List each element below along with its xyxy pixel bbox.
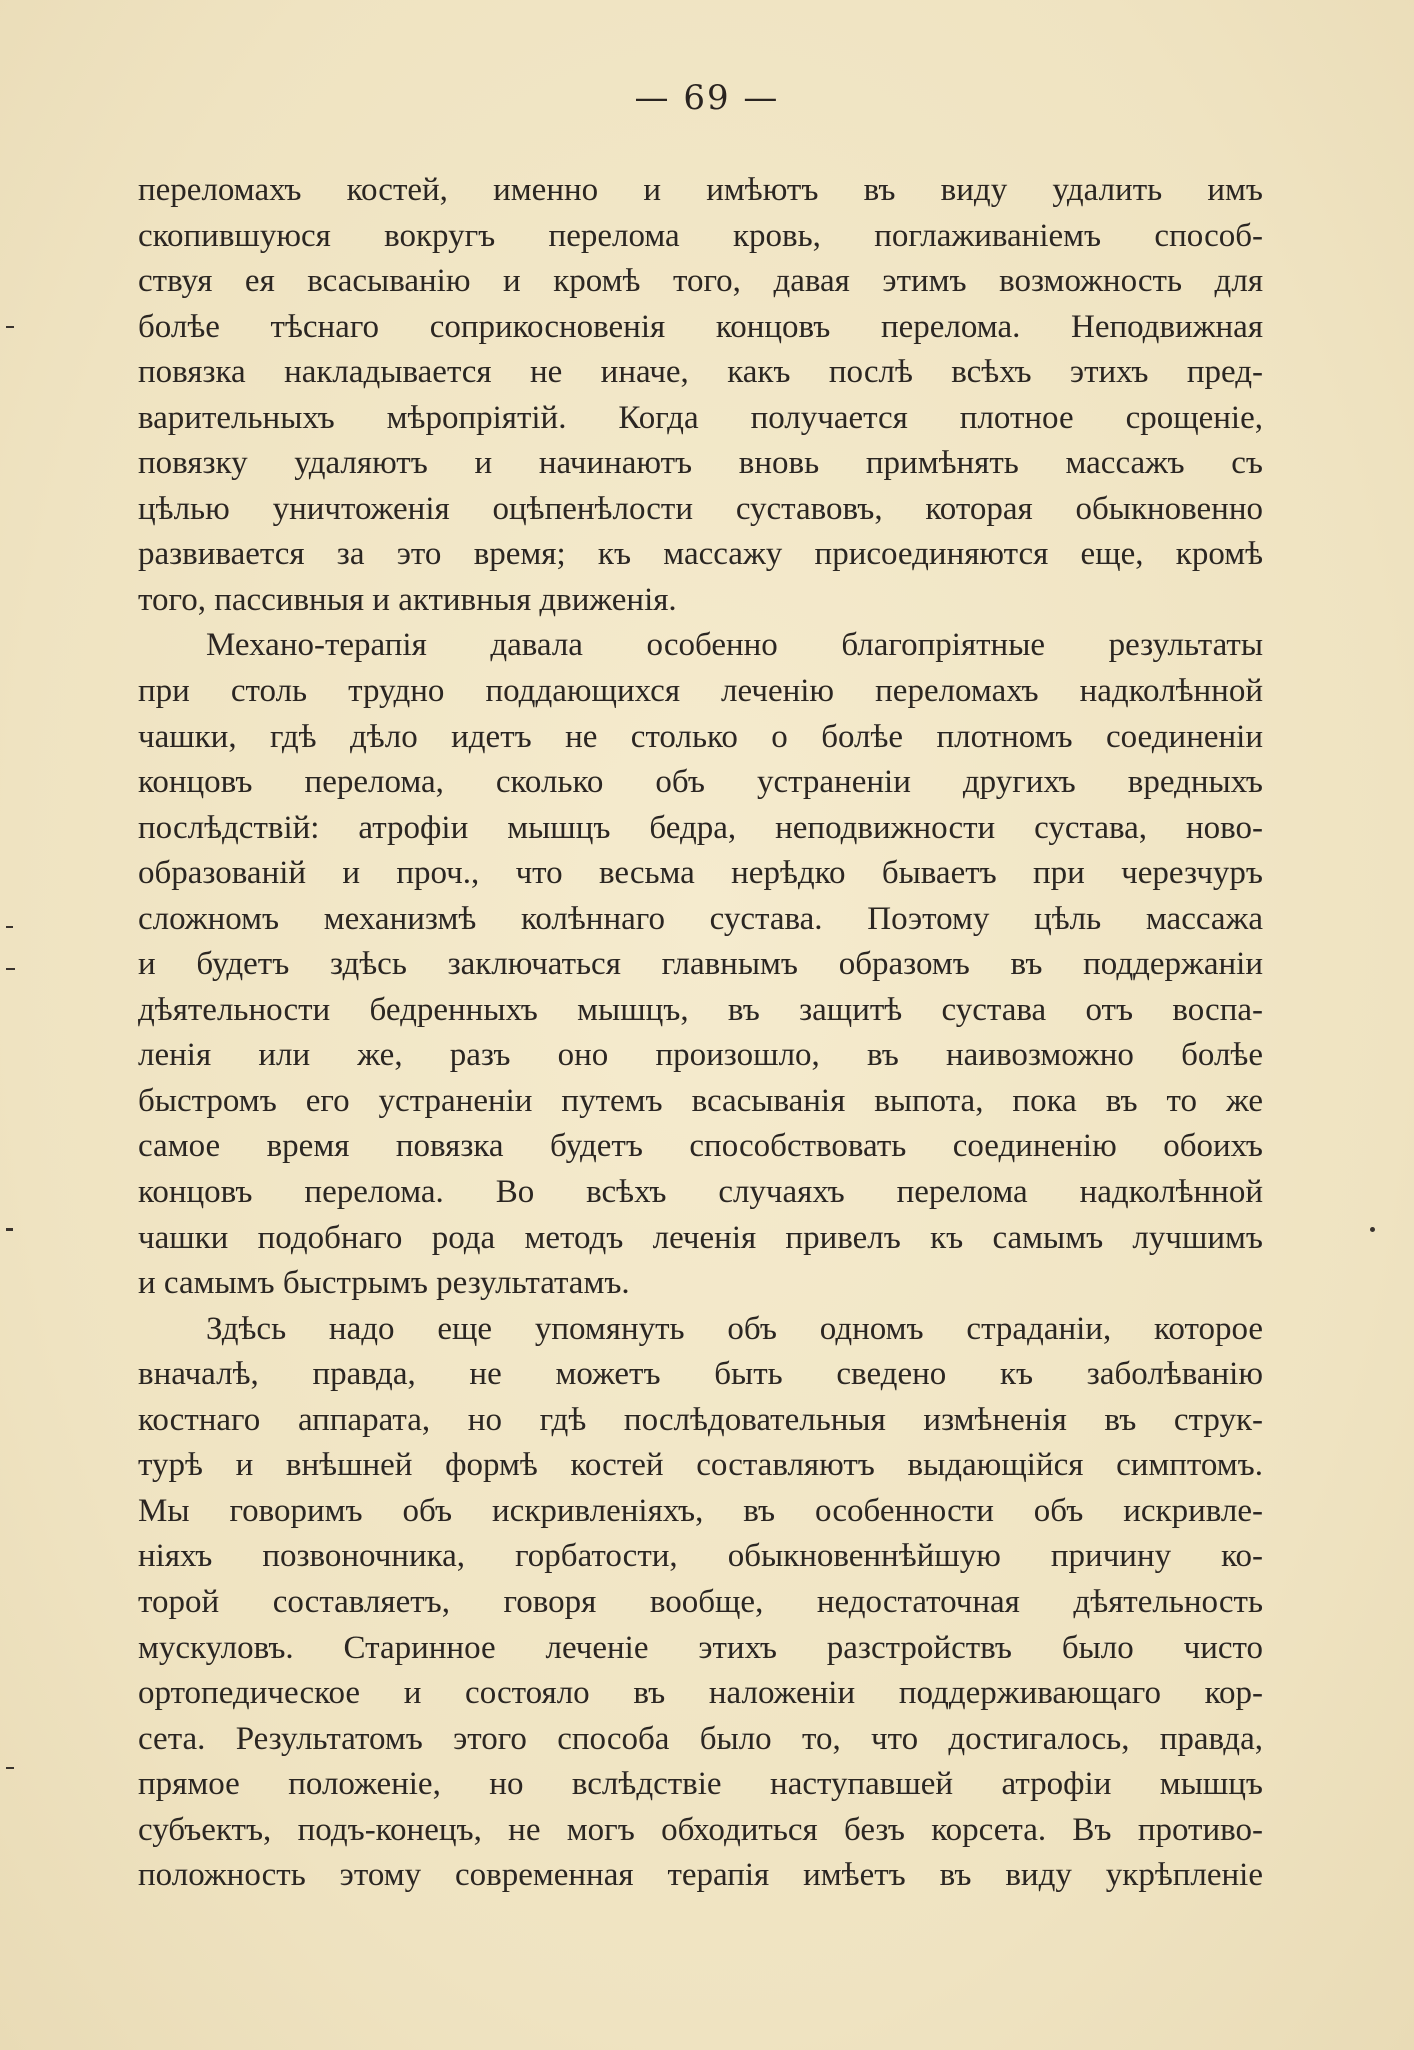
text-line: ортопедическое и состояло въ наложеніи поддерживающаго кор- xyxy=(138,1675,1263,1712)
text-line: болѣе тѣснаго соприкосновенія концовъ перелома. Неподвижная xyxy=(138,308,1263,345)
text-line: чашки, гдѣ дѣло идетъ не столько о болѣе плотномъ соединеніи xyxy=(138,718,1263,755)
text-line: костнаго аппарата, но гдѣ послѣдовательныя измѣненія въ струк- xyxy=(138,1401,1263,1438)
text-line: ніяхъ позвоночника, горбатости, обыкновеннѣйшую причину ко- xyxy=(138,1538,1263,1575)
text-line: торой составляетъ, говоря вообще, недостаточная дѣятельность xyxy=(138,1583,1263,1620)
paragraph-3 xyxy=(138,1307,1263,1899)
margin-scan-mark xyxy=(6,1767,14,1769)
text-line: варительныхъ мѣропріятій. Когда получается плотное срощеніе, xyxy=(138,399,1263,436)
text-line: скопившуюся вокругъ перелома кровь, поглаживаніемъ способ- xyxy=(138,217,1263,254)
margin-scan-mark xyxy=(6,968,15,970)
text-line: и самымъ быстрымъ результатамъ. xyxy=(138,1265,630,1302)
margin-scan-mark xyxy=(6,326,14,328)
text-line: при столь трудно поддающихся леченію переломахъ надколѣнной xyxy=(138,673,1263,710)
text-line: Механо-терапія давала особенно благопріятные результаты xyxy=(206,627,1263,664)
text-line: дѣятельности бедренныхъ мышцъ, въ защитѣ сустава отъ воспа- xyxy=(138,991,1263,1028)
text-line: концовъ перелома. Во всѣхъ случаяхъ перелома надколѣнной xyxy=(138,1174,1263,1211)
text-line: Мы говоримъ объ искривленіяхъ, въ особенности объ искривле- xyxy=(138,1492,1263,1529)
text-line: повязку удаляютъ и начинаютъ вновь примѣнять массажъ съ xyxy=(138,445,1263,482)
text-line: ствуя ея всасыванію и кромѣ того, давая этимъ возможность для xyxy=(138,263,1263,300)
text-line: образованій и проч., что весьма нерѣдко бываетъ при черезчуръ xyxy=(138,855,1263,892)
text-line: сложномъ механизмѣ колѣннаго сустава. Поэтому цѣль массажа xyxy=(138,900,1263,937)
text-line: субъектъ, подъ-конецъ, не могъ обходиться безъ корсета. Въ противо- xyxy=(138,1811,1263,1848)
text-line: концовъ перелома, сколько объ устраненіи другихъ вредныхъ xyxy=(138,764,1263,801)
margin-scan-mark xyxy=(6,926,13,928)
text-line: турѣ и внѣшней формѣ костей составляютъ выдающійся симптомъ. xyxy=(138,1447,1263,1484)
text-line: положность этому современная терапія имѣетъ въ виду укрѣпленіе xyxy=(138,1857,1263,1894)
text-line: ленія или же, разъ оно произошло, въ наивозможно болѣе xyxy=(138,1037,1263,1074)
text-line: вначалѣ, правда, не можетъ быть сведено къ заболѣванію xyxy=(138,1356,1263,1393)
text-line: Здѣсь надо еще упомянуть объ одномъ страданіи, которое xyxy=(206,1310,1263,1347)
text-line: чашки подобнаго рода методъ леченія привелъ къ самымъ лучшимъ xyxy=(138,1219,1263,1256)
text-line: и будетъ здѣсь заключаться главнымъ образомъ въ поддержаніи xyxy=(138,946,1263,983)
page-number: — 69 — xyxy=(634,78,780,118)
text-line: того, пассивныя и активныя движенія. xyxy=(138,581,677,618)
text-line: повязка накладывается не иначе, какъ послѣ всѣхъ этихъ пред- xyxy=(138,354,1263,391)
body-text xyxy=(138,168,1263,1899)
text-line: сета. Результатомъ этого способа было то, что достигалось, правда, xyxy=(138,1720,1263,1757)
text-line: мускуловъ. Старинное леченіе этихъ разстройствъ было чисто xyxy=(138,1629,1263,1666)
text-line: прямое положеніе, но вслѣдствіе наступавшей атрофіи мышцъ xyxy=(138,1766,1263,1803)
margin-scan-mark xyxy=(6,1228,13,1231)
text-line: переломахъ костей, именно и имѣютъ въ виду удалить имъ xyxy=(138,172,1263,208)
margin-ink-dot xyxy=(1370,1227,1375,1232)
paragraph-1 xyxy=(138,168,1263,623)
text-line: развивается за это время; къ массажу присоединяются еще, кромѣ xyxy=(138,536,1263,573)
text-line: послѣдствій: атрофіи мышцъ бедра, неподвижности сустава, ново- xyxy=(138,809,1263,846)
text-line: быстромъ его устраненіи путемъ всасыванія выпота, пока въ то же xyxy=(138,1082,1263,1119)
paragraph-2 xyxy=(138,623,1263,1306)
text-line: цѣлью уничтоженія оцѣпенѣлости суставовъ, которая обыкновенно xyxy=(138,490,1263,527)
text-line: самое время повязка будетъ способствовать соединенію обоихъ xyxy=(138,1128,1263,1165)
